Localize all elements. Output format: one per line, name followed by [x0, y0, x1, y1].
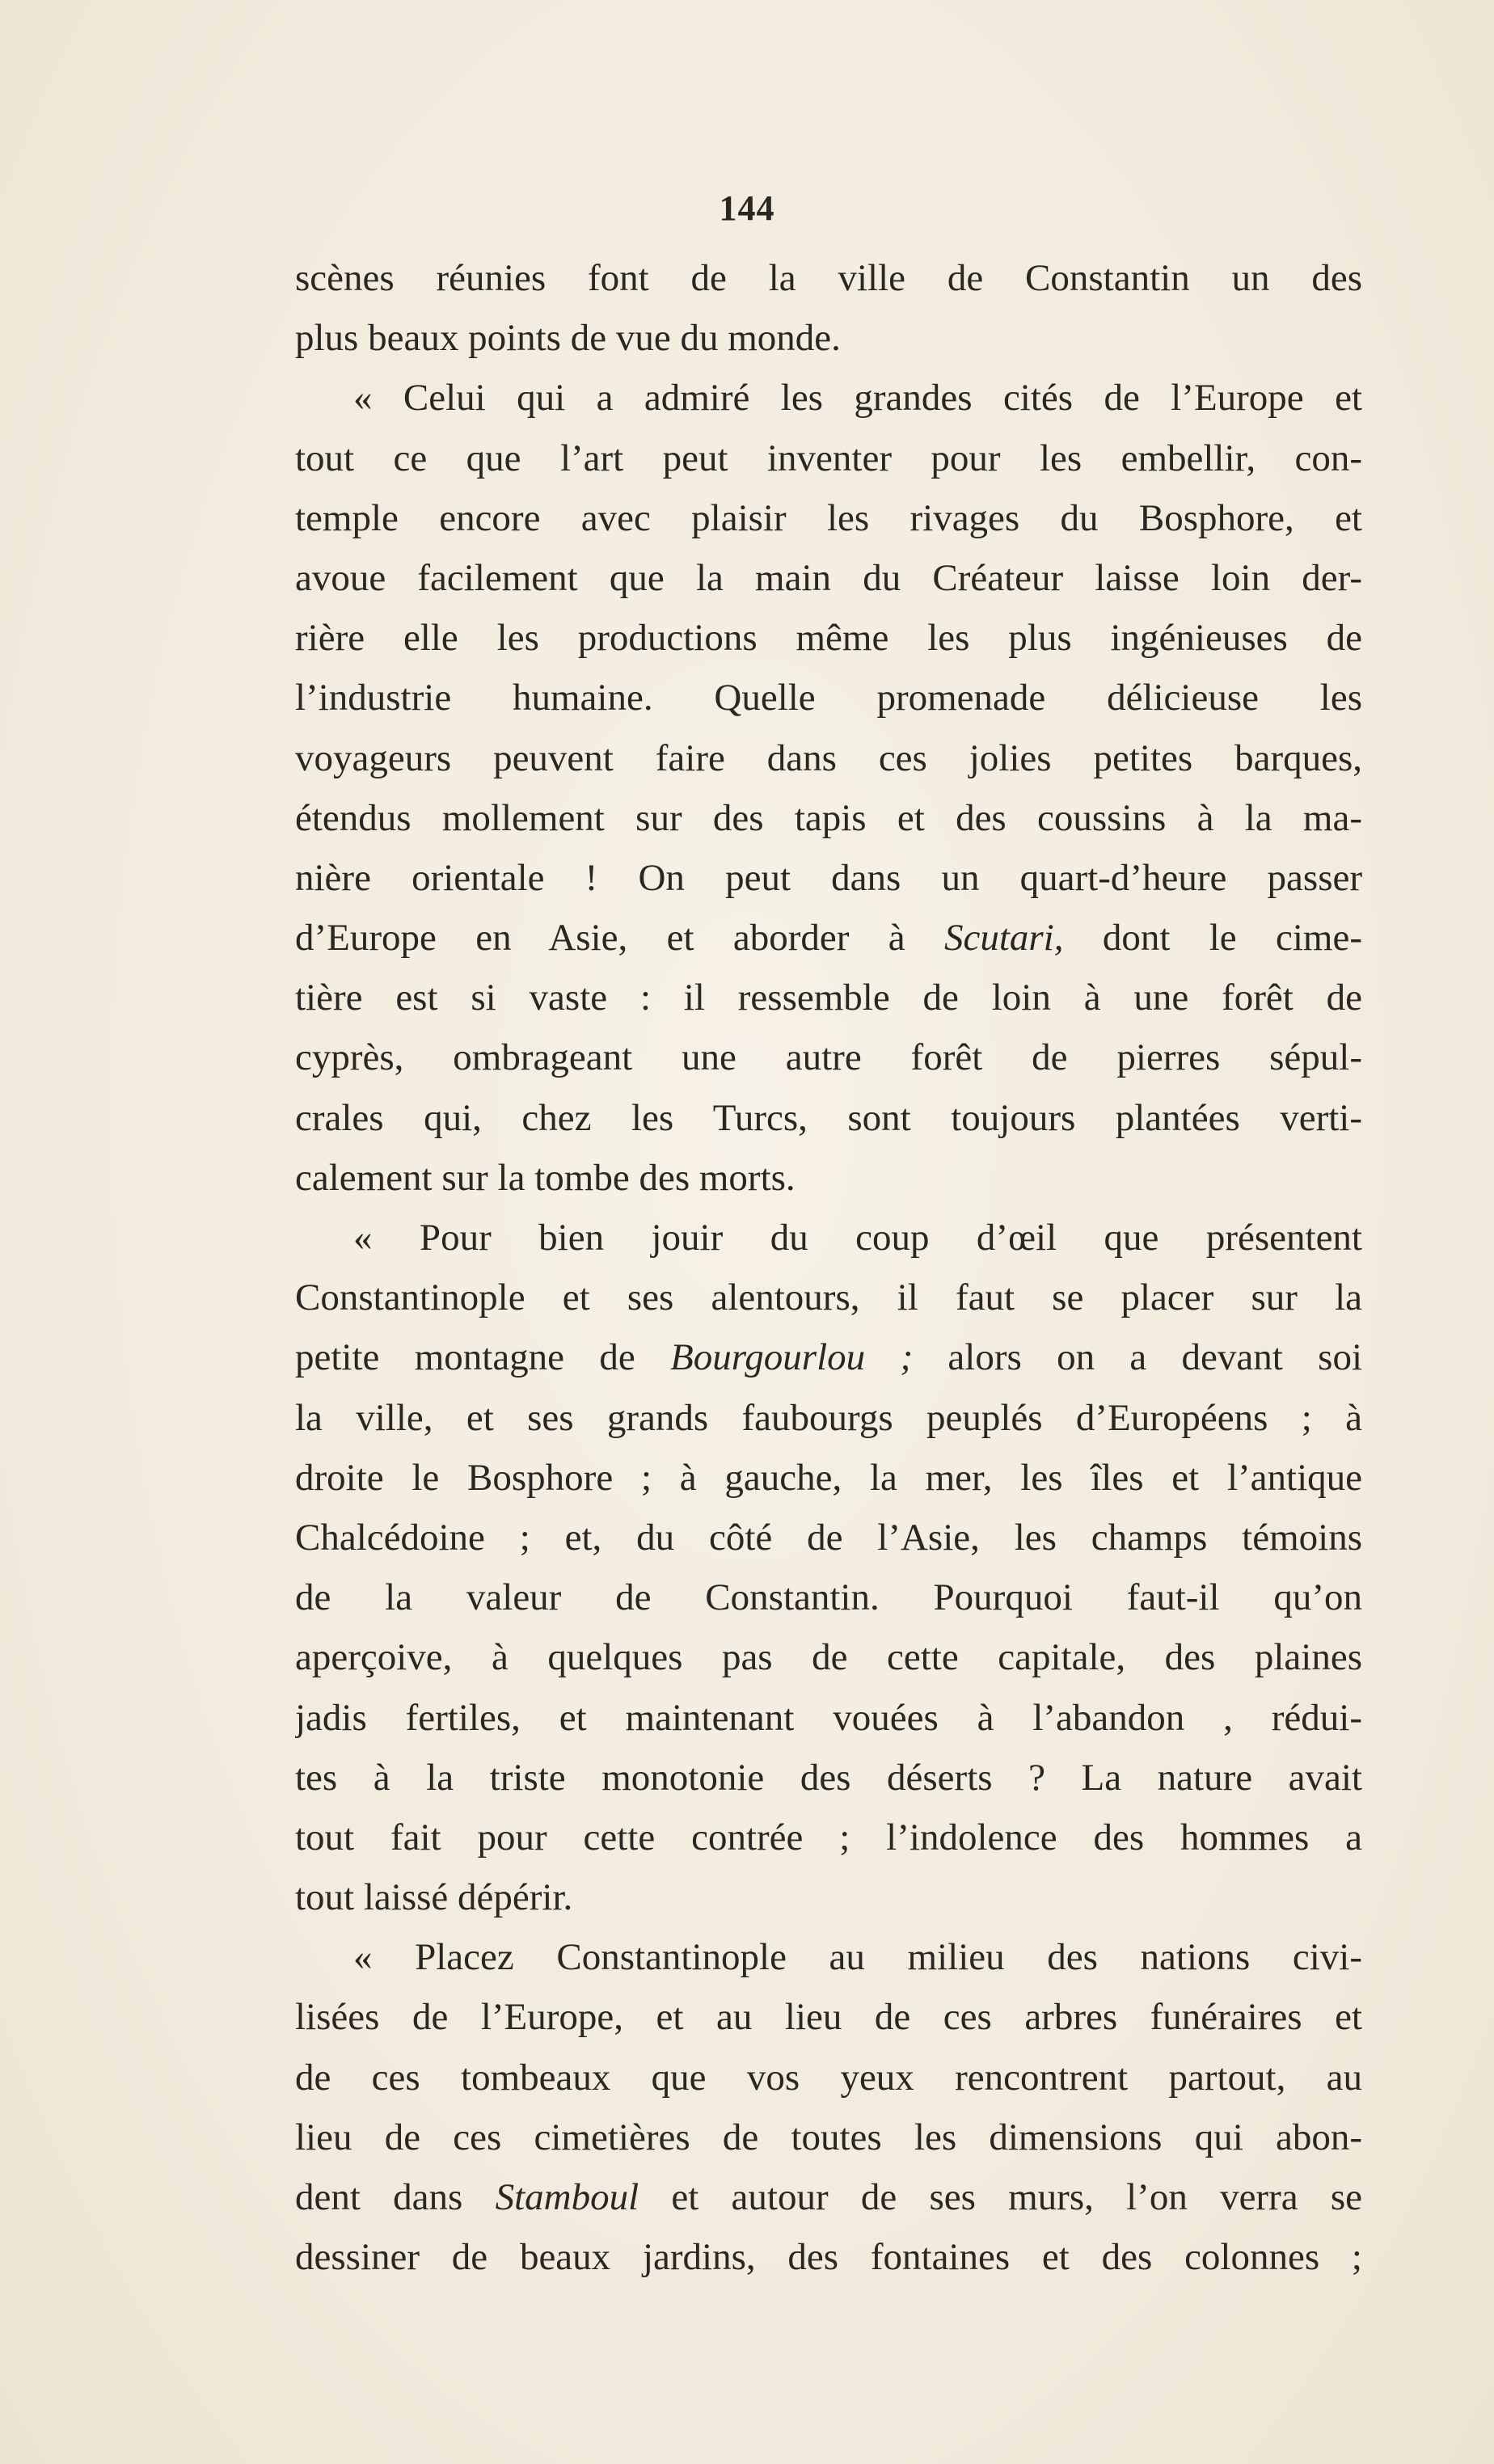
text-line: « Pour bien jouir du coup d’œil que présentent	[353, 1217, 1362, 1259]
text-line: étendus mollement sur des tapis et des coussins à la ma-	[295, 796, 1362, 839]
text-line: aperçoive, à quelques pas de cette capitale, des plaines	[295, 1636, 1362, 1679]
text-line: droite le Bosphore ; à gauche, la mer, les îles et l’antique	[295, 1456, 1362, 1499]
text-segment: alors on a devant soi	[913, 1336, 1362, 1379]
text-line: avoue facilement que la main du Créateur laisse loin der-	[295, 556, 1362, 599]
text-line: rière elle les productions même les plus ingénieuses de	[295, 617, 1362, 660]
text-segment: dent dans	[295, 2176, 496, 2218]
text-line: voyageurs peuvent faire dans ces jolies petites barques,	[295, 736, 1362, 779]
text-line: « Celui qui a admiré les grandes cités de l’Europe et	[353, 377, 1362, 420]
text-segment: d’Europe en Asie, et aborder à	[295, 917, 944, 960]
italic-place-name: Scutari,	[943, 917, 1064, 960]
text-line: jadis fertiles, et maintenant vouées à l’abandon , rédui-	[295, 1696, 1362, 1739]
text-line: de la valeur de Constantin. Pourquoi faut-il qu’on	[295, 1576, 1362, 1619]
text-line: dessiner de beaux jardins, des fontaines et des colonnes ;	[295, 2236, 1362, 2279]
text-line	[295, 2167, 1362, 2227]
text-line: tout fait pour cette contrée ; l’indolence des hommes a	[295, 1816, 1362, 1859]
text-line: lieu de ces cimetières de toutes les dimensions qui abon-	[295, 2116, 1362, 2158]
text-line: l’industrie humaine. Quelle promenade délicieuse les	[295, 677, 1362, 719]
italic-place-name: Stamboul	[495, 2176, 639, 2218]
text-line: lisées de l’Europe, et au lieu de ces arbres funéraires et	[295, 1996, 1362, 2039]
text-line: Constantinople et ses alentours, il faut se placer sur la	[295, 1276, 1362, 1319]
text-line: tout ce que l’art peut inventer pour les embellir, con-	[295, 437, 1362, 479]
text-line: crales qui, chez les Turcs, sont toujours plantées verti-	[295, 1096, 1362, 1139]
page-number: 144	[719, 188, 775, 228]
text-line: la ville, et ses grands faubourgs peuplés d’Européens ; à	[295, 1396, 1362, 1439]
text-line: tes à la triste monotonie des déserts ? La nature avait	[295, 1756, 1362, 1799]
text-segment: petite montagne de	[295, 1336, 671, 1379]
italic-place-name: Bourgourlou ;	[670, 1336, 914, 1379]
text-line: plus beaux points de vue du monde.	[295, 317, 841, 360]
text-line: Chalcédoine ; et, du côté de l’Asie, les champs témoins	[295, 1516, 1362, 1559]
text-line: de ces tombeaux que vos yeux rencontrent partout, au	[295, 2056, 1362, 2099]
body-text	[295, 248, 1362, 2287]
text-line: nière orientale ! On peut dans un quart-d’heure passer	[295, 856, 1362, 899]
text-segment: dont le cime-	[1063, 917, 1362, 960]
text-segment: et autour de ses murs, l’on verra se	[639, 2176, 1362, 2218]
text-line: « Placez Constantinople au milieu des nations civi-	[353, 1936, 1362, 1979]
text-line: temple encore avec plaisir les rivages du Bosphore, et	[295, 496, 1362, 539]
text-line	[295, 908, 1362, 968]
text-line: cyprès, ombrageant une autre forêt de pierres sépul-	[295, 1036, 1362, 1079]
text-line	[295, 1327, 1362, 1387]
text-line: tière est si vaste : il ressemble de loin à une forêt de	[295, 977, 1362, 1019]
text-line: scènes réunies font de la ville de Constantin un des	[295, 257, 1362, 299]
text-line: tout laissé dépérir.	[295, 1876, 573, 1919]
text-line: calement sur la tombe des morts.	[295, 1156, 796, 1199]
